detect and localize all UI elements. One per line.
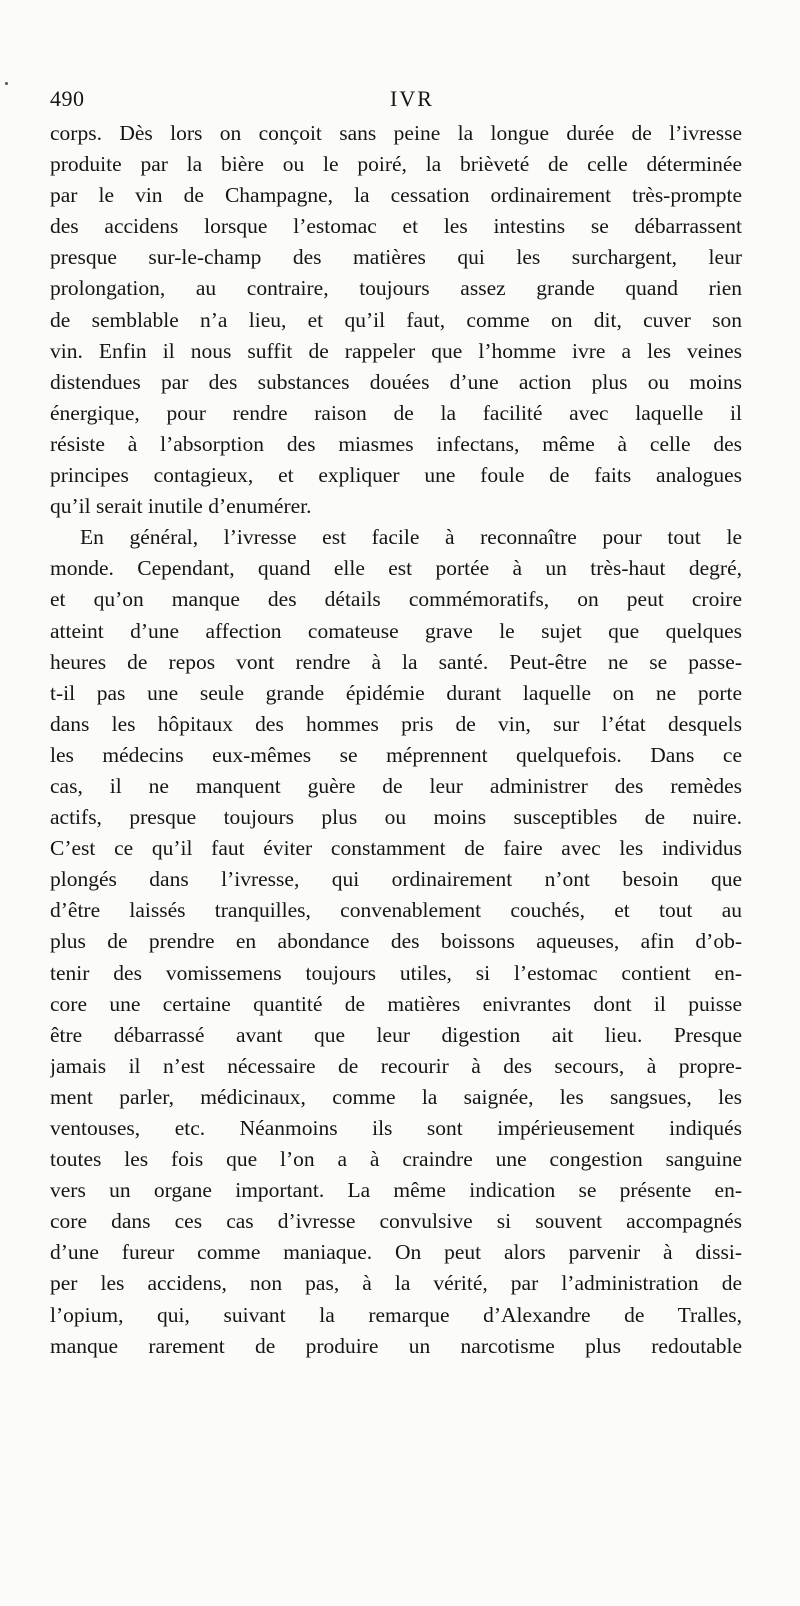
text-line: produite par la bière ou le poiré, la brièveté de celle déterminée [50, 152, 742, 177]
text-line: vers un organe important. La même indication se présente en- [50, 1178, 742, 1203]
text-line: ventouses, etc. Néanmoins ils sont impérieusement indiqués [50, 1116, 742, 1140]
body-text [50, 118, 742, 1362]
text-line: manque rarement de produire un narcotisme plus redoutable [50, 1333, 742, 1358]
text-line: principes contagieux, et expliquer une foule de faits analogues [50, 463, 742, 488]
text-line: d’être laissés tranquilles, convenablement couchés, et tout au [50, 898, 742, 923]
text-line: énergique, pour rendre raison de la facilité avec laquelle il [50, 400, 742, 425]
text-line: heures de repos vont rendre à la santé. Peut-être ne se passe- [50, 649, 742, 674]
ink-speck [5, 82, 8, 85]
running-head: IVR [390, 86, 434, 111]
text-line: par le vin de Champagne, la cessation ordinairement très-prompte [50, 183, 742, 208]
text-line: presque sur-le-champ des matières qui les surchargent, leur [50, 245, 742, 270]
text-line: tenir des vomissemens toujours utiles, si l’estomac contient en- [50, 960, 742, 985]
text-line: toutes les fois que l’on a à craindre une congestion sanguine [50, 1147, 742, 1172]
text-line: plus de prendre en abondance des boissons aqueuses, afin d’ob- [50, 929, 742, 954]
text-line: qu’il serait inutile d’enumérer. [50, 494, 312, 519]
text-line: atteint d’une affection comateuse grave le sujet que quelques [50, 618, 742, 643]
text-line: ment parler, médicinaux, comme la saignée, les sangsues, les [50, 1084, 742, 1109]
text-line: l’opium, qui, suivant la remarque d’Alexandre de Tralles, [50, 1302, 742, 1327]
text-line: plongés dans l’ivresse, qui ordinairement n’ont besoin que [50, 867, 742, 892]
text-line: actifs, presque toujours plus ou moins susceptibles de nuire. [50, 805, 742, 830]
text-line: et qu’on manque des détails commémoratifs, on peut croire [50, 587, 742, 612]
text-line: d’une fureur comme maniaque. On peut alors parvenir à dissi- [50, 1240, 742, 1265]
text-line: des accidens lorsque l’estomac et les intestins se débarrassent [50, 214, 742, 239]
text-line: monde. Cependant, quand elle est portée à un très-haut degré, [50, 556, 742, 581]
text-line: dans les hôpitaux des hommes pris de vin, sur l’état desquels [50, 711, 742, 736]
text-line: t-il pas une seule grande épidémie durant laquelle on ne porte [50, 680, 742, 705]
text-line: jamais il n’est nécessaire de recourir à des secours, à propre- [50, 1053, 742, 1078]
text-line: C’est ce qu’il faut éviter constamment de faire avec les individus [50, 836, 742, 861]
text-line: résiste à l’absorption des miasmes infectans, même à celle des [50, 431, 742, 456]
page-header [50, 86, 742, 116]
text-line: distendues par des substances douées d’une action plus ou moins [50, 369, 742, 394]
text-line: prolongation, au contraire, toujours assez grande quand rien [50, 276, 742, 301]
text-line: vin. Enfin il nous suffit de rappeler que l’homme ivre a les veines [50, 338, 742, 363]
text-line: les médecins eux-mêmes se méprennent quelquefois. Dans ce [50, 742, 742, 767]
text-line: core dans ces cas d’ivresse convulsive si souvent accompagnés [50, 1209, 742, 1234]
text-line: per les accidens, non pas, à la vérité, par l’administration de [50, 1271, 742, 1296]
page-number: 490 [50, 86, 85, 111]
text-line: En général, l’ivresse est facile à reconnaître pour tout le [80, 525, 742, 550]
text-line: de semblable n’a lieu, et qu’il faut, comme on dit, cuver son [50, 307, 742, 332]
text-line: corps. Dès lors on conçoit sans peine la longue durée de l’ivresse [50, 121, 742, 145]
text-line: core une certaine quantité de matières enivrantes dont il puisse [50, 991, 742, 1016]
text-line: être débarrassé avant que leur digestion ait lieu. Presque [50, 1022, 742, 1047]
text-line: cas, il ne manquent guère de leur administrer des remèdes [50, 773, 742, 798]
